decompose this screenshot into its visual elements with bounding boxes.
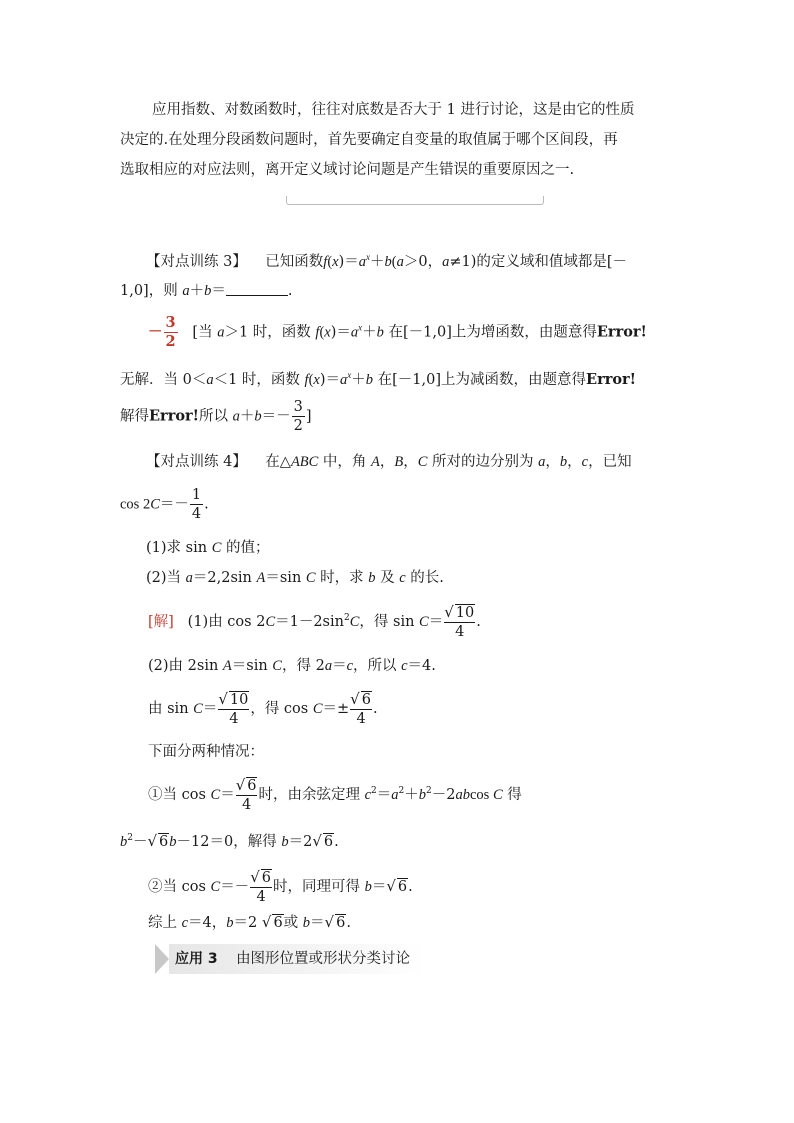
solution-line-7: ②当 cos C＝－ $\frac{√ 6}{4}$ 时，同理可得 b＝√ 6. [148, 868, 413, 905]
section-label: 应用 3 [175, 951, 218, 967]
fraction: $\frac{1}{4}$ [191, 487, 202, 522]
intro-line-3: 选取相应的对应法则，离开定义域讨论问题是产生错误的重要原因之一. [120, 162, 575, 178]
ex3-question-line-2: 1,0]，则 a＋b＝ . [120, 283, 293, 299]
fraction: $\frac{√ 6}{4}$ [250, 868, 271, 905]
fraction: $\frac{√ 6}{4}$ [350, 690, 371, 727]
ex3-solution-line-3: 解得Error!所以 a＋b＝－ $\frac{3}{2}$ ] [120, 399, 312, 434]
intro-line-2: 决定的.在处理分段函数问题时，首先要确定自变量的取值属于哪个区间段，再 [120, 132, 618, 148]
solution-line-5: ①当 cos C＝ $\frac{√ 6}{4}$ 时，由余弦定理 $c^2=a^2+b^2-2abcos$ C 得 [148, 776, 522, 813]
ex4-question-line-1: 【对点训练 4】 在△ABC 中，角 A，B，C 所对的边分别为 a，b，c，已知 [146, 454, 632, 470]
ex4-question-line-2: cos 2C＝－ $\frac{1}{4}$ . [120, 487, 209, 522]
solution-line-2: (2)由 2sin A＝sin C，得 2a＝c，所以 c＝4. [148, 658, 436, 674]
error-marker: Error! [149, 407, 200, 425]
solution-line-4: 下面分两种情况： [148, 744, 264, 760]
section-arrow-icon [155, 944, 169, 974]
ex4-label: 【对点训练 4】 [146, 454, 247, 470]
solution-tag: [解] [148, 614, 174, 630]
ex3-label: 【对点训练 3】 [146, 254, 247, 270]
ex4-part-2: (2)当 a＝2,2sin A＝sin C 时，求 b 及 c 的长. [146, 570, 444, 586]
error-marker: Error! [596, 323, 647, 341]
fraction: $\frac{√ 6}{4}$ [235, 776, 257, 813]
ex3-solution-line-2: 无解．当 0＜a＜1 时，函数 $f(x)=a^x+b$ 在[－1,0]上为减函数，由题意得Error! [120, 370, 637, 388]
solution-line-3: 由 sin C＝ $\frac{√ 10}{4}$ ，得 cos C＝± $\frac{√ 6}{4}$ . [148, 690, 378, 727]
section-title: 由图形位置或形状分类讨论 [236, 951, 411, 967]
intro-line-1: 应用指数、对数函数时，往往对底数是否大于 1 进行讨论，这是由它的性质 [152, 102, 635, 118]
ex3-solution-line-1: － $\frac{3}{2}$ [当 a＞1 时，函数 $f(x)=a^x+b$ 在[－1,0]上为增函数，由题意得Error! [148, 314, 647, 350]
fraction: $\frac{√ 10}{4}$ [218, 690, 249, 727]
ex4-part-1: (1)求 sin C 的值； [146, 540, 270, 556]
ex3-answer-sign: － [148, 323, 163, 341]
answer-blank[interactable] [226, 281, 288, 296]
ex3-question-line-1: 【对点训练 3】 已知函数$f(x)=a^x+b(a>0$，a≠1)的定义域和值域都是[－ [146, 252, 628, 270]
fraction: $\frac{√ 10}{4}$ [444, 603, 475, 640]
ex3-answer-fraction: $\frac{3}{2}$ [165, 314, 176, 350]
section-heading [155, 944, 425, 974]
solution-line-6: $b^2-√$ 6b－12＝0，解得 b＝2√ 6. [120, 832, 339, 850]
divider-bracket [286, 196, 544, 205]
solution-line-8: 综上 c＝4，b＝2 √ 6或 b＝√ 6. [148, 913, 351, 931]
error-marker: Error! [586, 371, 637, 388]
solution-line-1: [解] (1)由 $\cos 2C=1-2\sin^2C$，得 sin C＝ $\frac{√ 10}{4}$ . [148, 603, 481, 640]
fraction: $\frac{3}{2}$ [293, 399, 303, 434]
